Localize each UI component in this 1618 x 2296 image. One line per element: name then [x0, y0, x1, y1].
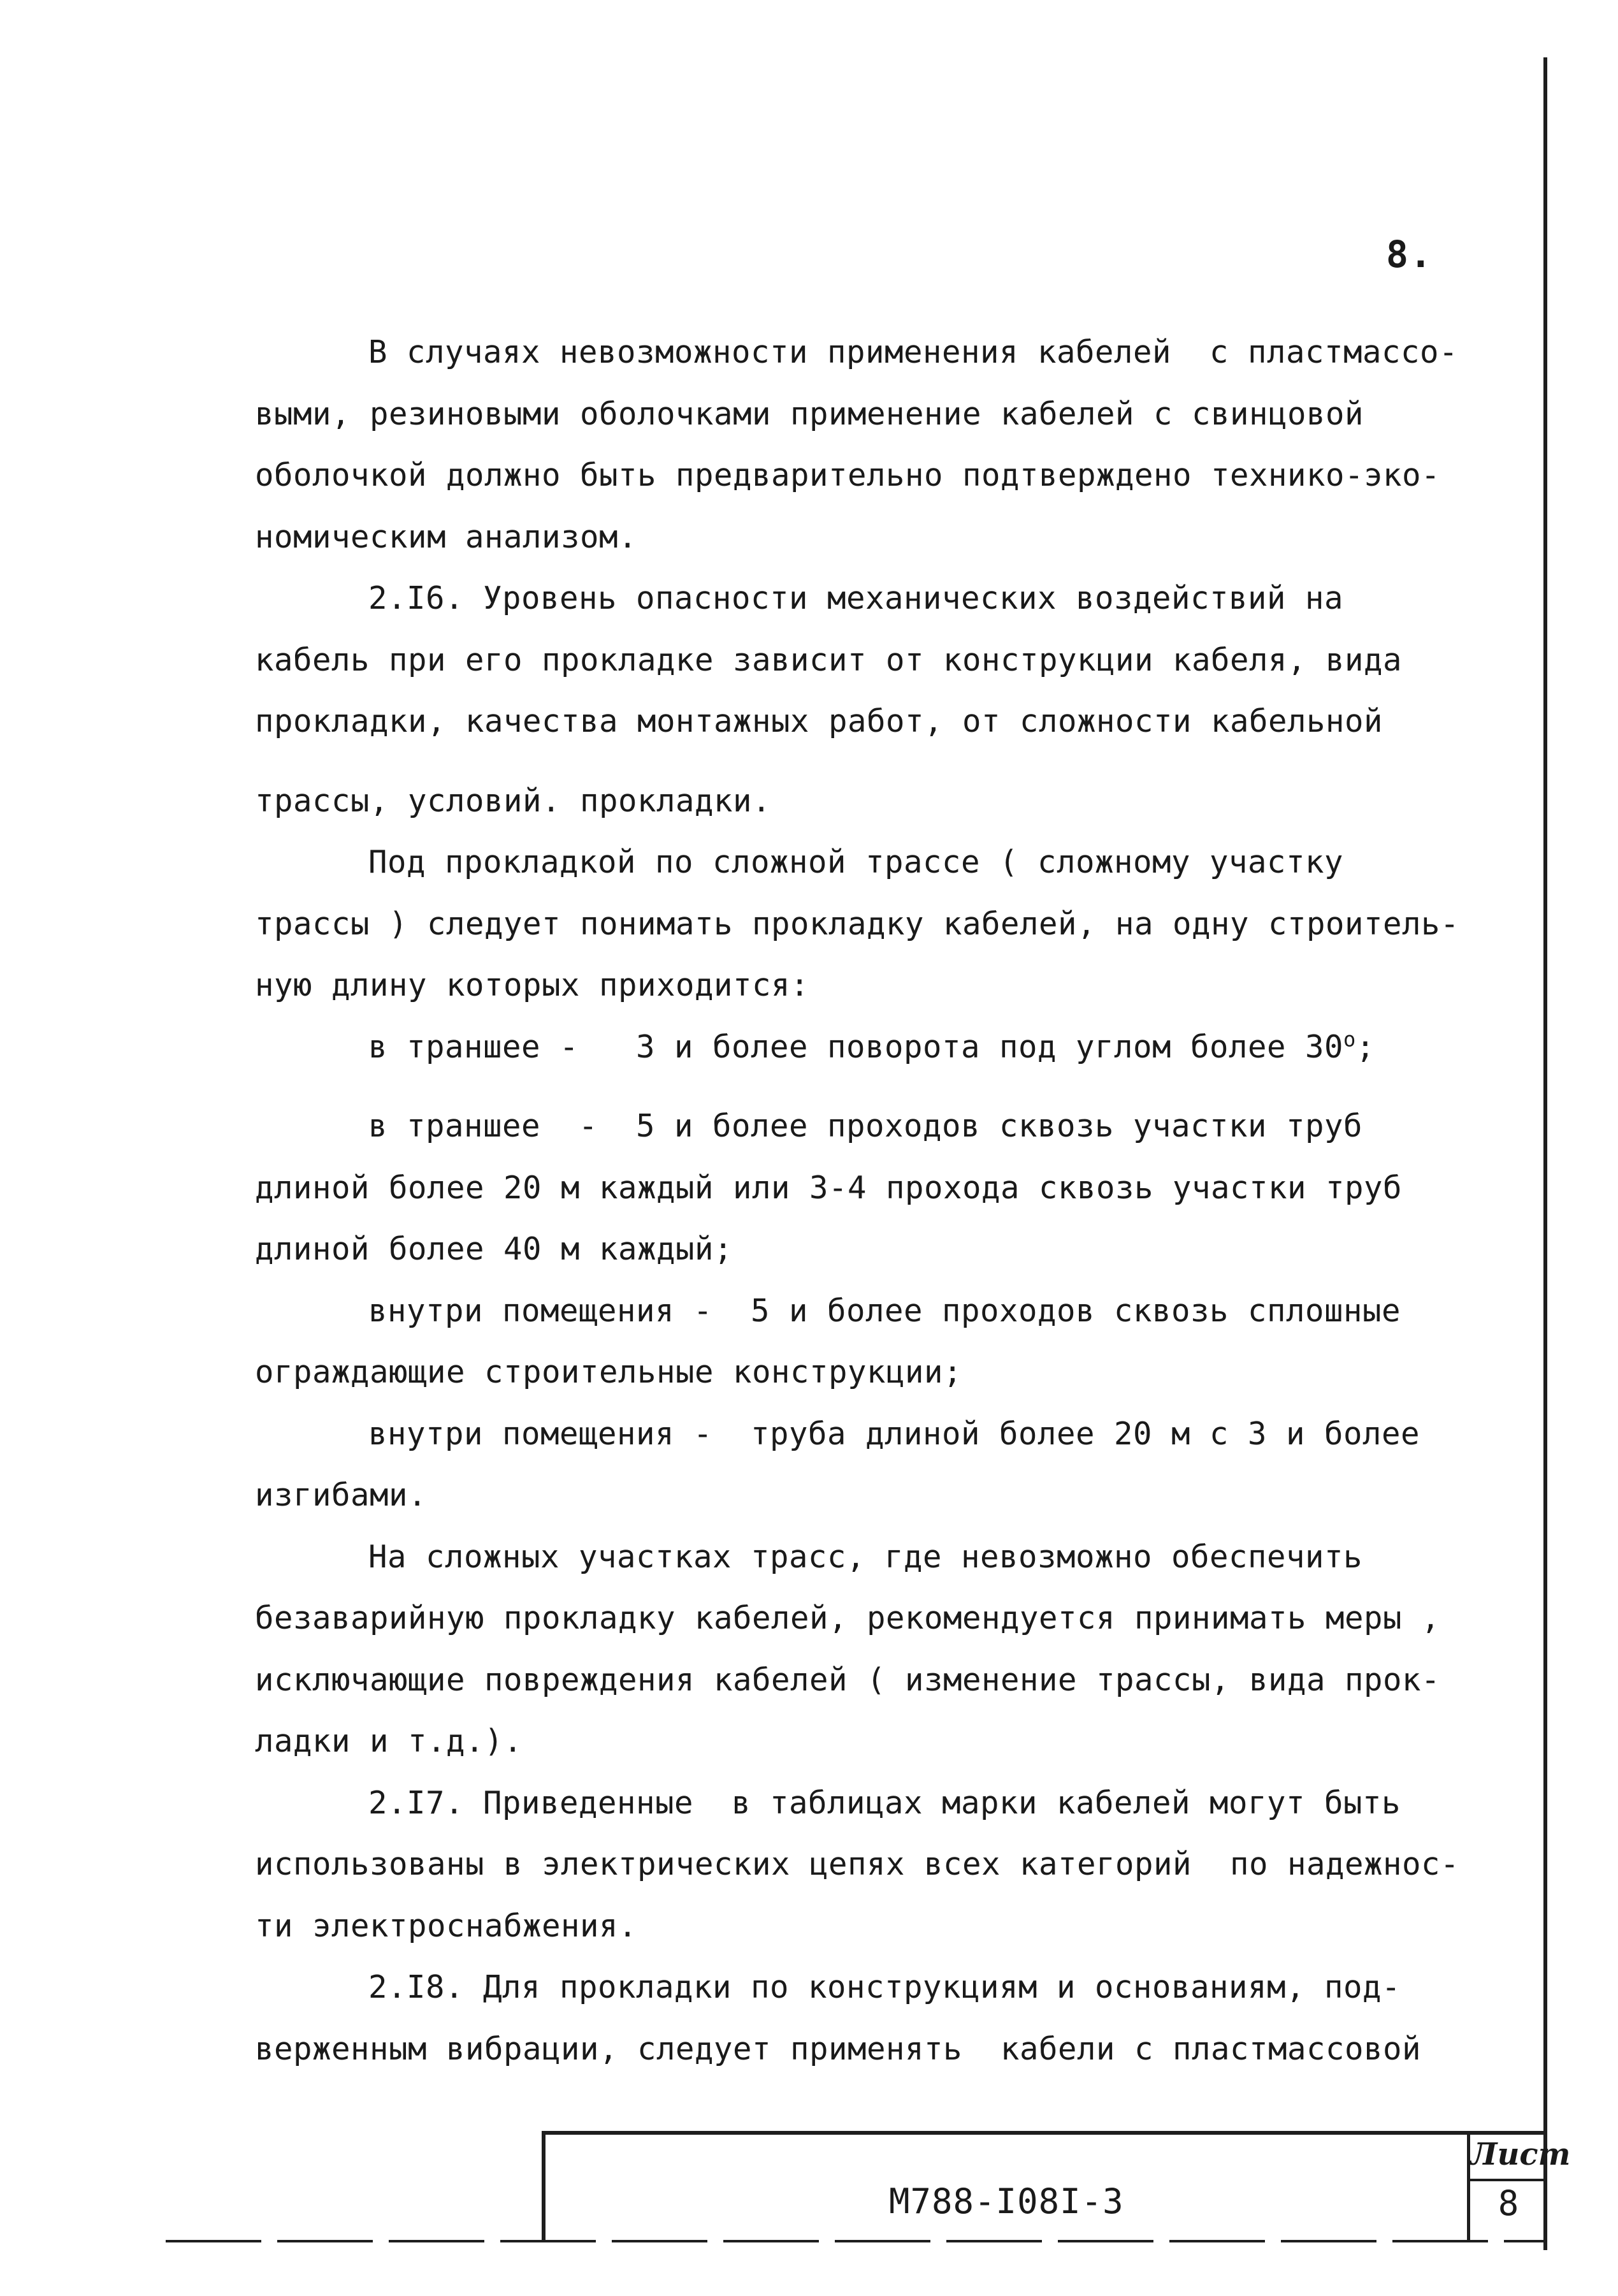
text-line — [255, 2019, 1466, 2081]
text-line-content: исключающие повреждения кабелей ( изменение трассы, вида прок- — [255, 1661, 1441, 1698]
text-line — [255, 507, 1466, 569]
text-line-content: В случаях невозможности применения кабелей с пластмассо- — [368, 334, 1459, 370]
text-line — [255, 894, 1466, 955]
text-line — [255, 1158, 1466, 1219]
text-line-content: в траншее - 5 и более проходов сквозь участки труб — [368, 1108, 1363, 1144]
text-line-content: оболочкой должно быть предварительно подтверждено технико-эко- — [255, 457, 1441, 493]
text-line — [255, 1342, 1466, 1404]
text-line-content: длиной более 40 м каждый; — [255, 1231, 733, 1267]
text-line-content: безаварийную прокладку кабелей, рекомендуется принимать меры , — [255, 1600, 1441, 1636]
sheet-label: Лист — [1470, 2137, 1571, 2172]
text-line — [255, 1281, 1466, 1342]
text-line-content: ладки и т.д.). — [255, 1723, 523, 1759]
text-line-content: длиной более 20 м каждый или 3-4 прохода сквозь участки труб — [255, 1169, 1403, 1206]
text-line-content: 2.I7. Приведенные в таблицах марки кабелей могут быть — [368, 1784, 1401, 1821]
text-line-content: кабель при его прокладке зависит от конструкции кабеля, вида — [255, 641, 1403, 678]
text-line-content: номическим анализом. — [255, 518, 638, 555]
text-line — [255, 630, 1466, 692]
text-line-content: трассы ) следует понимать прокладку кабелей, на одну строитель- — [255, 905, 1460, 942]
body-text — [255, 322, 1466, 2080]
text-line-content: 2.I6. Уровень опасности механических воздействий на — [368, 580, 1344, 616]
sheet-number: 8 — [1498, 2183, 1519, 2223]
text-line — [255, 771, 1466, 832]
page-border-right — [1543, 57, 1547, 2250]
text-line-content: внутри помещения - труба длиной более 20 м с 3 и более — [368, 1415, 1420, 1452]
text-line — [255, 1404, 1466, 1465]
title-block-top-line — [542, 2131, 1547, 2135]
title-block-bottom-line — [166, 2240, 1547, 2242]
text-line — [255, 1650, 1466, 1711]
document-code: М788-I08I-3 — [889, 2181, 1124, 2221]
text-line — [255, 1711, 1466, 1773]
text-line-content: изгибами. — [255, 1477, 428, 1513]
text-line-content: прокладки, качества монтажных работ, от сложности кабельной — [255, 703, 1383, 739]
text-line — [255, 1896, 1466, 1958]
text-line-content: На сложных участках трасс, где невозможно обеспечить — [368, 1538, 1363, 1575]
text-line-content: выми, резиновыми оболочками применение кабелей с свинцовой — [255, 395, 1364, 432]
text-line-content: Под прокладкой по сложной трассе ( сложному участку — [368, 844, 1344, 880]
text-line — [255, 1017, 1466, 1079]
text-line — [255, 568, 1466, 630]
text-line — [255, 1527, 1466, 1588]
text-line — [255, 445, 1466, 507]
text-line — [255, 691, 1466, 753]
text-line-content: трассы, условий. прокладки. — [255, 782, 772, 819]
text-line-content: ти электроснабжения. — [255, 1907, 638, 1944]
text-line-content: ограждающие строительные конструкции; — [255, 1354, 963, 1390]
text-line — [255, 955, 1466, 1017]
text-line-tail: ; — [1355, 1028, 1375, 1065]
text-line — [255, 1588, 1466, 1650]
page-number: 8. — [1386, 233, 1433, 276]
text-line-content: в траншее - 3 и более поворота под углом более 30 — [368, 1028, 1344, 1065]
text-line-content: 2.I8. Для прокладки по конструкциям и основаниям, под- — [368, 1969, 1401, 2005]
text-line — [255, 832, 1466, 894]
text-line-content: внутри помещения - 5 и более проходов сквозь сплошные — [368, 1292, 1401, 1329]
text-line — [255, 322, 1466, 384]
text-line-content: ную длину которых приходится: — [255, 967, 810, 1003]
title-block-sheet-line — [1467, 2179, 1547, 2181]
text-line — [255, 1773, 1466, 1835]
text-line-content: использованы в электрических цепях всех категорий по надежнос- — [255, 1846, 1460, 1882]
text-line — [255, 384, 1466, 446]
degree-superscript: о — [1343, 1027, 1356, 1052]
text-line — [255, 1096, 1466, 1158]
title-block-left-line — [542, 2131, 545, 2242]
text-line — [255, 1219, 1466, 1281]
text-line — [255, 1957, 1466, 2019]
text-line — [255, 1834, 1466, 1896]
text-line-content: верженным вибрации, следует применять кабели с пластмассовой — [255, 2030, 1422, 2067]
text-line — [255, 1465, 1466, 1527]
